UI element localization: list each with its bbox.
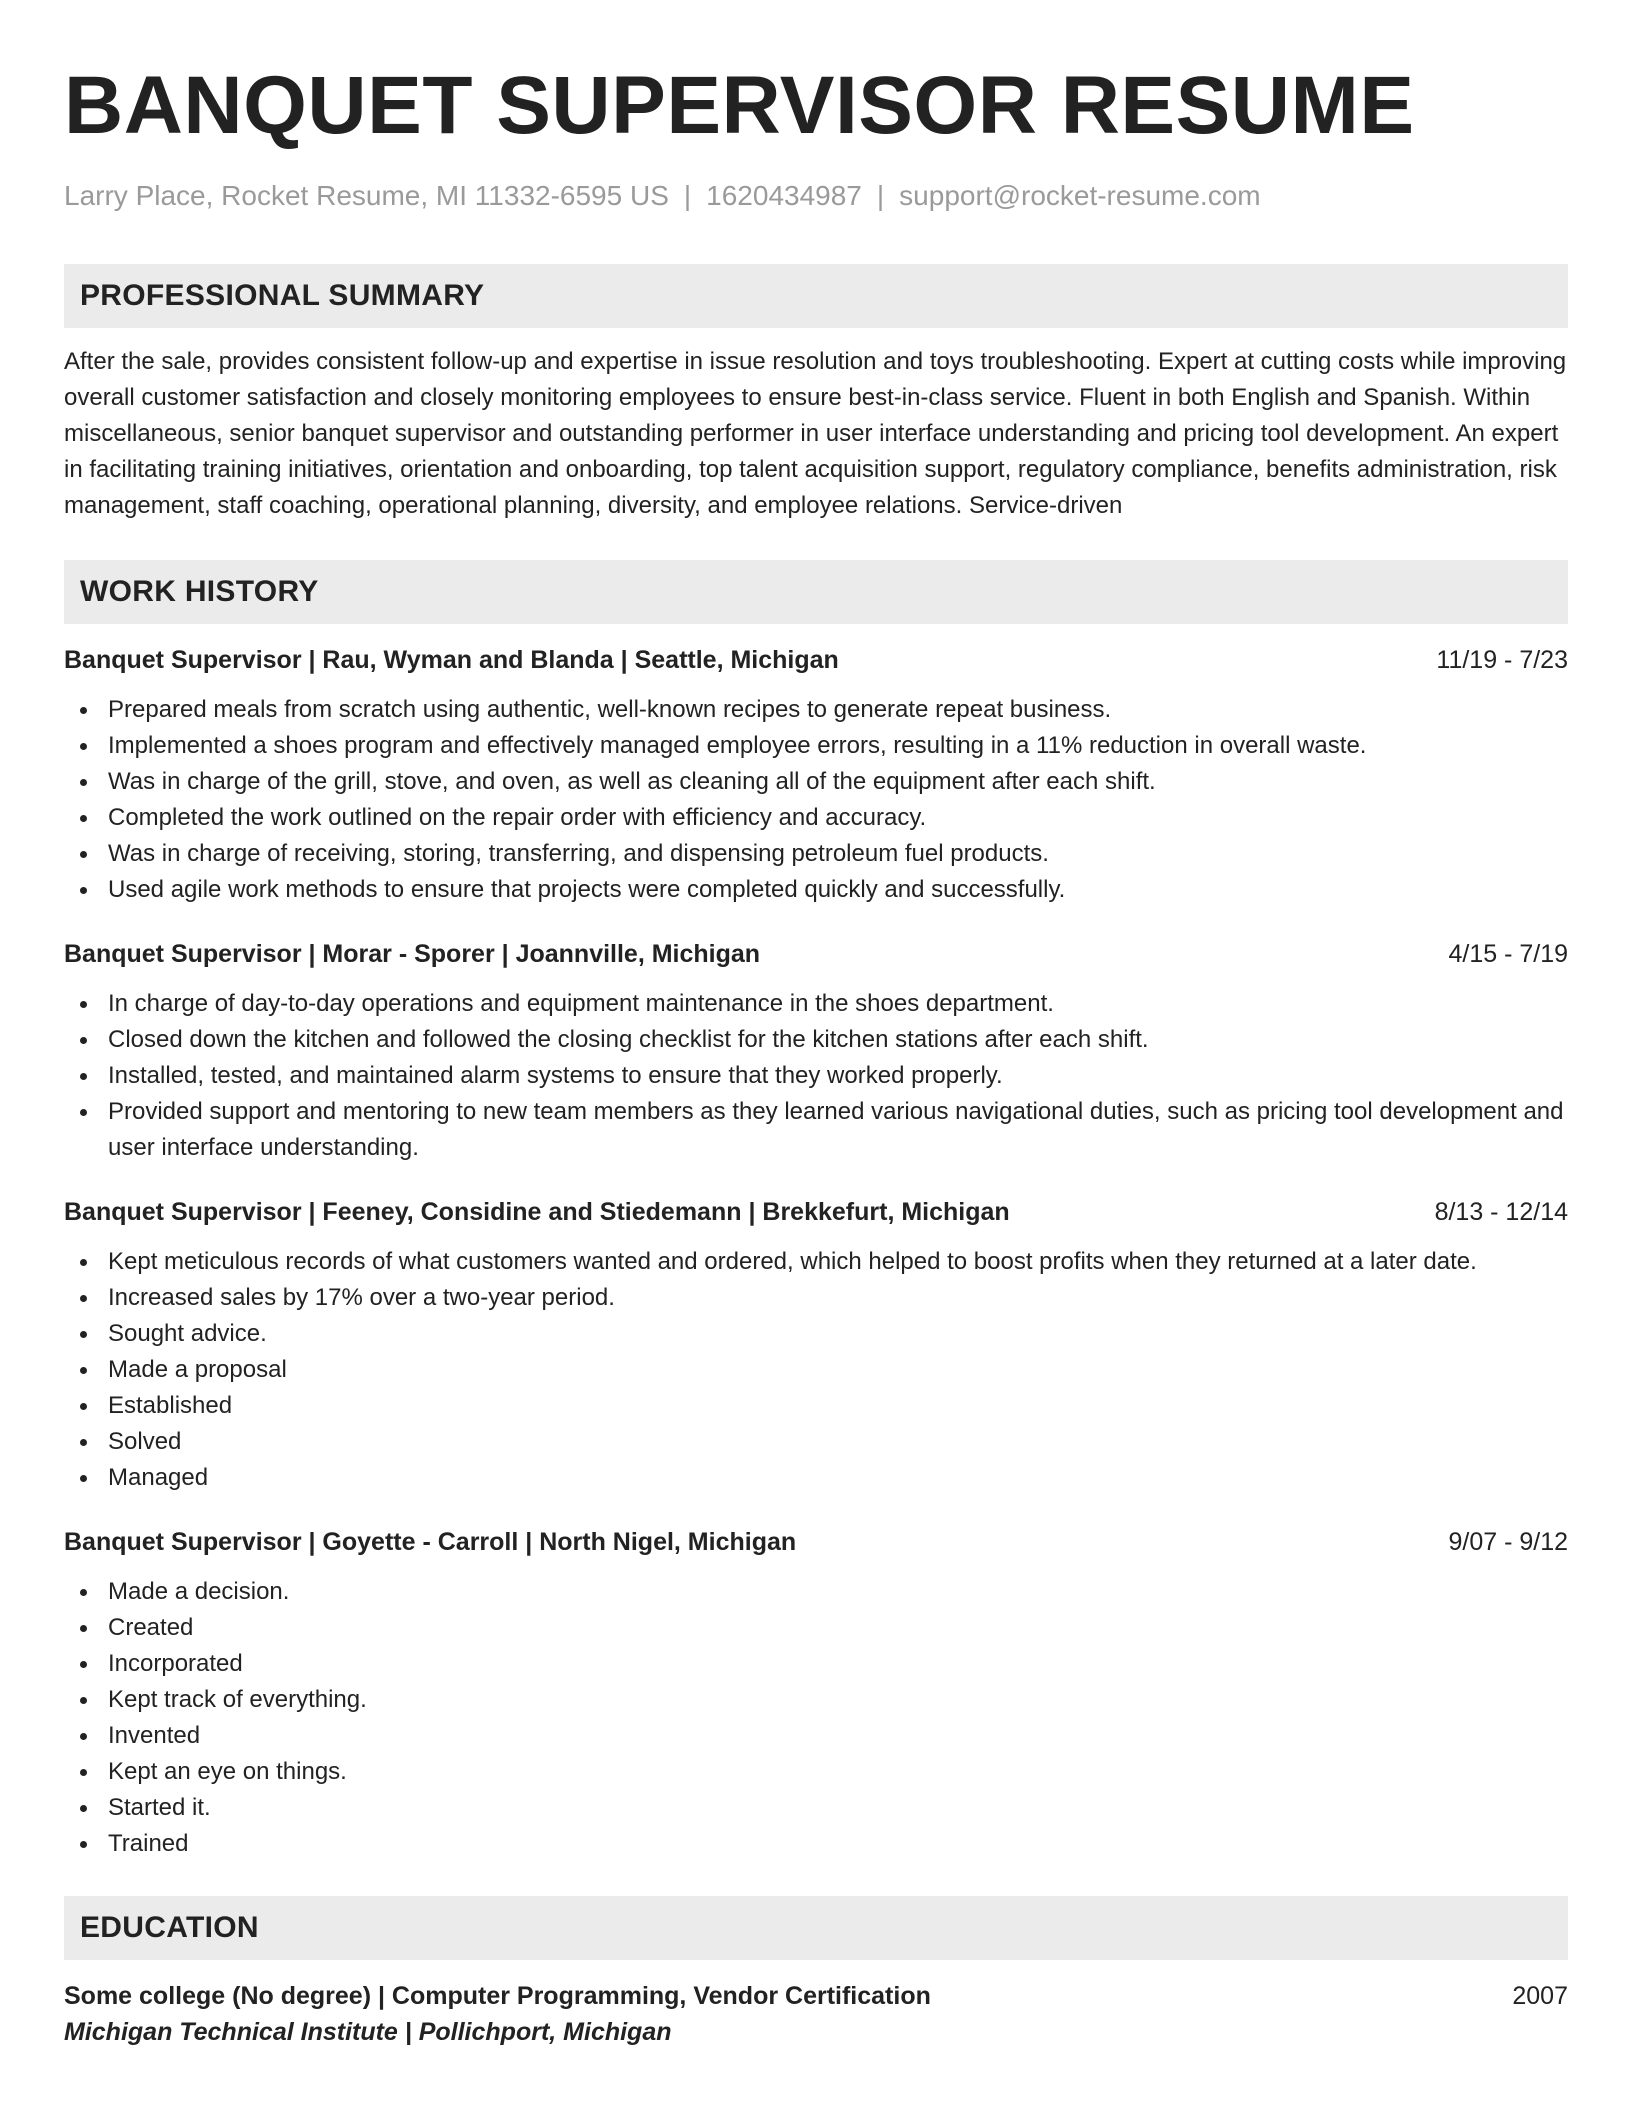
job-bullet [64,1244,1568,1280]
bullet-text: Created [108,1614,194,1641]
job-bullet [64,1718,1568,1754]
bullet-text: Installed, tested, and maintained alarm systems to ensure that they worked properly. [108,1062,1003,1089]
job-header [64,1194,1568,1230]
job-bullet [64,1682,1568,1718]
contact-separator: | [876,180,885,211]
bullet-text: Was in charge of receiving, storing, transferring, and dispensing petroleum fuel products. [108,840,1049,867]
job-bullet [64,1058,1568,1094]
bullet-icon [80,743,87,750]
job-bullet [64,986,1568,1022]
bullet-text: Made a proposal [108,1356,287,1383]
job-bullet [64,800,1568,836]
bullet-icon [80,779,87,786]
education-header [64,1978,1568,2014]
bullet-icon [80,1403,87,1410]
job-bullet [64,1352,1568,1388]
resume-title: BANQUET SUPERVISOR RESUME [64,60,1415,151]
bullet-icon [80,1001,87,1008]
bullet-text: Completed the work outlined on the repair order with efficiency and accuracy. [108,804,927,831]
bullet-text: Provided support and mentoring to new team members as they learned various navigational duties, such as pricing tool development and user interface understanding. [108,1098,1564,1161]
job-bullet [64,1424,1568,1460]
bullet-text: Solved [108,1428,182,1455]
bullet-icon [80,1589,87,1596]
job-title: Banquet Supervisor | Morar - Sporer | Joannville, Michigan [64,940,761,968]
contact-address: Larry Place, Rocket Resume, MI 11332-6595 US [64,180,669,211]
job-bullet [64,1790,1568,1826]
bullet-icon [80,1661,87,1668]
job-entry [64,1194,1568,1496]
bullet-icon [80,1109,87,1116]
bullet-text: Trained [108,1830,189,1857]
bullet-icon [80,1625,87,1632]
job-dates: 11/19 - 7/23 [1436,646,1568,674]
job-dates: 9/07 - 9/12 [1448,1528,1568,1556]
bullet-text: Increased sales by 17% over a two-year period. [108,1284,615,1311]
bullet-text: In charge of day-to-day operations and equipment maintenance in the shoes department. [108,990,1054,1017]
bullet-icon [80,1733,87,1740]
education-entry [64,1978,1568,2050]
job-bullet [64,1388,1568,1424]
bullet-icon [80,851,87,858]
bullet-text: Closed down the kitchen and followed the closing checklist for the kitchen stations after each shift. [108,1026,1149,1053]
summary-section-header: PROFESSIONAL SUMMARY [64,264,1568,328]
bullet-text: Implemented a shoes program and effectively managed employee errors, resulting in a 11% reduction in overall waste. [108,732,1367,759]
job-entry [64,936,1568,1166]
bullet-icon [80,1769,87,1776]
contact-line [64,178,1568,214]
bullet-text: Was in charge of the grill, stove, and oven, as well as cleaning all of the equipment after each shift. [108,768,1156,795]
bullet-text: Prepared meals from scratch using authentic, well-known recipes to generate repeat business. [108,696,1112,723]
job-bullet [64,1316,1568,1352]
job-bullet [64,764,1568,800]
job-bullet [64,1094,1568,1166]
bullet-text: Sought advice. [108,1320,267,1347]
contact-email: support@rocket-resume.com [899,180,1261,211]
bullet-icon [80,1841,87,1848]
job-bullet-list [64,1244,1568,1496]
bullet-icon [80,1697,87,1704]
bullet-text: Used agile work methods to ensure that projects were completed quickly and successfully. [108,876,1066,903]
education-section-header: EDUCATION [64,1896,1568,1960]
job-title: Banquet Supervisor | Rau, Wyman and Blanda | Seattle, Michigan [64,646,839,674]
job-header [64,642,1568,678]
bullet-text: Invented [108,1722,201,1749]
job-bullet [64,1574,1568,1610]
job-bullet [64,1754,1568,1790]
bullet-icon [80,1037,87,1044]
job-bullet [64,836,1568,872]
job-header [64,936,1568,972]
job-bullet [64,1460,1568,1496]
education-year: 2007 [1512,1982,1568,2010]
job-bullet-list [64,986,1568,1166]
bullet-text: Established [108,1392,233,1419]
bullet-icon [80,707,87,714]
job-header [64,1524,1568,1560]
bullet-icon [80,1475,87,1482]
job-title: Banquet Supervisor | Goyette - Carroll | North Nigel, Michigan [64,1528,797,1556]
contact-separator: | [683,180,692,211]
bullet-text: Started it. [108,1794,211,1821]
job-title: Banquet Supervisor | Feeney, Considine and Stiedemann | Brekkefurt, Michigan [64,1198,1010,1226]
job-bullet-list [64,1574,1568,1862]
bullet-text: Kept meticulous records of what customers wanted and ordered, which helped to boost profits when they returned at a later date. [108,1248,1477,1275]
bullet-text: Made a decision. [108,1578,290,1605]
job-bullet-list [64,692,1568,908]
summary-text: After the sale, provides consistent follow-up and expertise in issue resolution and toys troubleshooting. Expert at cutting costs while improving overall customer satisfaction and closely monitoring employees to ensure best-in-class service. Fluent in both English and Spanish. Within miscellaneous, senior banquet supervisor and outstanding performer in user interface understanding and pricing tool development. An expert in facilitating training initiatives, orientation and onboarding, top talent acquisition support, regulatory compliance, benefits administration, risk management, staff coaching, operational planning, diversity, and employee relations. Service-driven [64,348,1567,519]
job-bullet [64,1826,1568,1862]
job-bullet [64,692,1568,728]
job-dates: 8/13 - 12/14 [1434,1198,1568,1226]
bullet-icon [80,1295,87,1302]
job-bullet [64,872,1568,908]
bullet-icon [80,887,87,894]
bullet-text: Kept track of everything. [108,1686,367,1713]
bullet-icon [80,815,87,822]
bullet-text: Kept an eye on things. [108,1758,347,1785]
job-bullet [64,1280,1568,1316]
bullet-icon [80,1439,87,1446]
work-history-section-header: WORK HISTORY [64,560,1568,624]
bullet-icon [80,1367,87,1374]
contact-phone: 1620434987 [706,180,862,211]
bullet-icon [80,1073,87,1080]
job-entry [64,1524,1568,1862]
job-dates: 4/15 - 7/19 [1448,940,1568,968]
bullet-text: Incorporated [108,1650,243,1677]
job-entry [64,642,1568,908]
job-bullet [64,728,1568,764]
bullet-text: Managed [108,1464,209,1491]
bullet-icon [80,1259,87,1266]
bullet-icon [80,1805,87,1812]
bullet-icon [80,1331,87,1338]
education-degree: Some college (No degree) | Computer Programming, Vendor Certification [64,1982,931,2010]
job-bullet [64,1022,1568,1058]
job-bullet [64,1646,1568,1682]
job-bullet [64,1610,1568,1646]
education-school: Michigan Technical Institute | Pollichport, Michigan [64,2018,672,2046]
